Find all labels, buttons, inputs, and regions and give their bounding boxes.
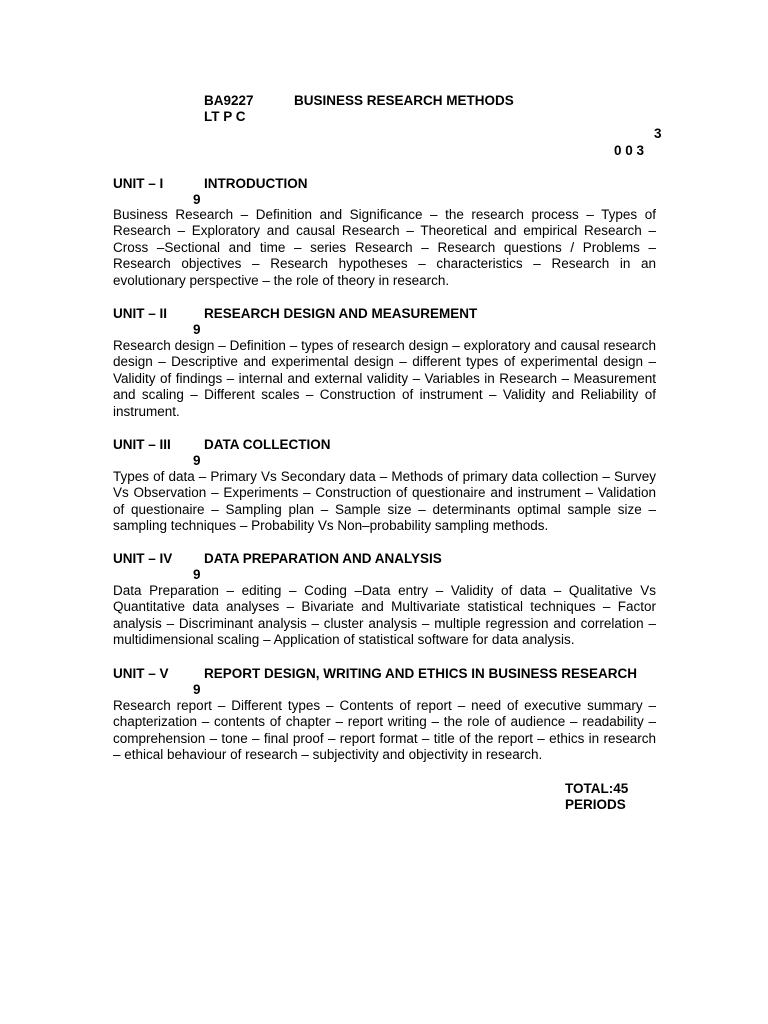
unit-content: Research design – Definition – types of research design – exploratory and causal research design – Descriptive and experimental design – different types of experimental design – Validity of findings – internal and external validity – Variables in Research – Measurement and scaling – Different scales – Construction of instrument – Validity and Reliability of instrument. bbox=[113, 338, 656, 419]
unit-hours: 9 bbox=[193, 453, 201, 468]
unit-label: UNIT – I bbox=[113, 176, 164, 191]
unit-label: UNIT – III bbox=[113, 437, 171, 452]
unit-hours: 9 bbox=[193, 682, 201, 697]
unit-label: UNIT – IV bbox=[113, 551, 173, 566]
ltpc-label: LT P C bbox=[204, 109, 246, 124]
unit-hours: 9 bbox=[193, 192, 201, 207]
total-periods-value: TOTAL:45 bbox=[565, 781, 629, 796]
total-periods-label: PERIODS bbox=[565, 797, 626, 812]
credit-total: 3 bbox=[654, 126, 662, 141]
unit-title: DATA PREPARATION AND ANALYSIS bbox=[204, 551, 442, 566]
unit-content: Data Preparation – editing – Coding –Data entry – Validity of data – Qualitative Vs Quantitative data analyses – Bivariate and Multivariate statistical techniques – Factor analysis – Discriminant analysis – cluster analysis – multiple regression and correlation – multidimensional scaling – Application of statistical software for data analysis. bbox=[113, 583, 656, 648]
unit-hours: 9 bbox=[193, 322, 201, 337]
unit-content: Business Research – Definition and Significance – the research process – Types of Research – Exploratory and causal Research – Theoretical and empirical Research – Cross –Sectional and time – series Research – Research questions / Problems – Research objectives – Research hypotheses – characteristics – Research in an evolutionary perspective – the role of theory in research. bbox=[113, 207, 656, 288]
unit-title: RESEARCH DESIGN AND MEASUREMENT bbox=[204, 306, 478, 321]
unit-hours: 9 bbox=[193, 567, 201, 582]
course-title: BUSINESS RESEARCH METHODS bbox=[294, 93, 514, 108]
unit-label: UNIT – II bbox=[113, 306, 168, 321]
unit-content: Research report – Different types – Contents of report – need of executive summary – chapterization – contents of chapter – report writing – the role of audience – readability – comprehension – tone – final proof – report format – title of the report – ethics in research – ethical behaviour of research – subjectivity and objectivity in research. bbox=[113, 698, 656, 763]
unit-content: Types of data – Primary Vs Secondary data – Methods of primary data collection – Survey Vs Observation – Experiments – Construction of questionaire and instrument – Validation of questionaire – Sampling plan – Sample size – determinants optimal sample size – sampling techniques – Probability Vs Non–probability sampling methods. bbox=[113, 469, 656, 534]
unit-label: UNIT – V bbox=[113, 666, 169, 681]
credit-values: 0 0 3 bbox=[614, 143, 645, 158]
unit-title: DATA COLLECTION bbox=[204, 437, 331, 452]
unit-title: INTRODUCTION bbox=[204, 176, 308, 191]
unit-title: REPORT DESIGN, WRITING AND ETHICS IN BUSINESS RESEARCH bbox=[204, 666, 638, 681]
course-code: BA9227 bbox=[204, 93, 254, 108]
